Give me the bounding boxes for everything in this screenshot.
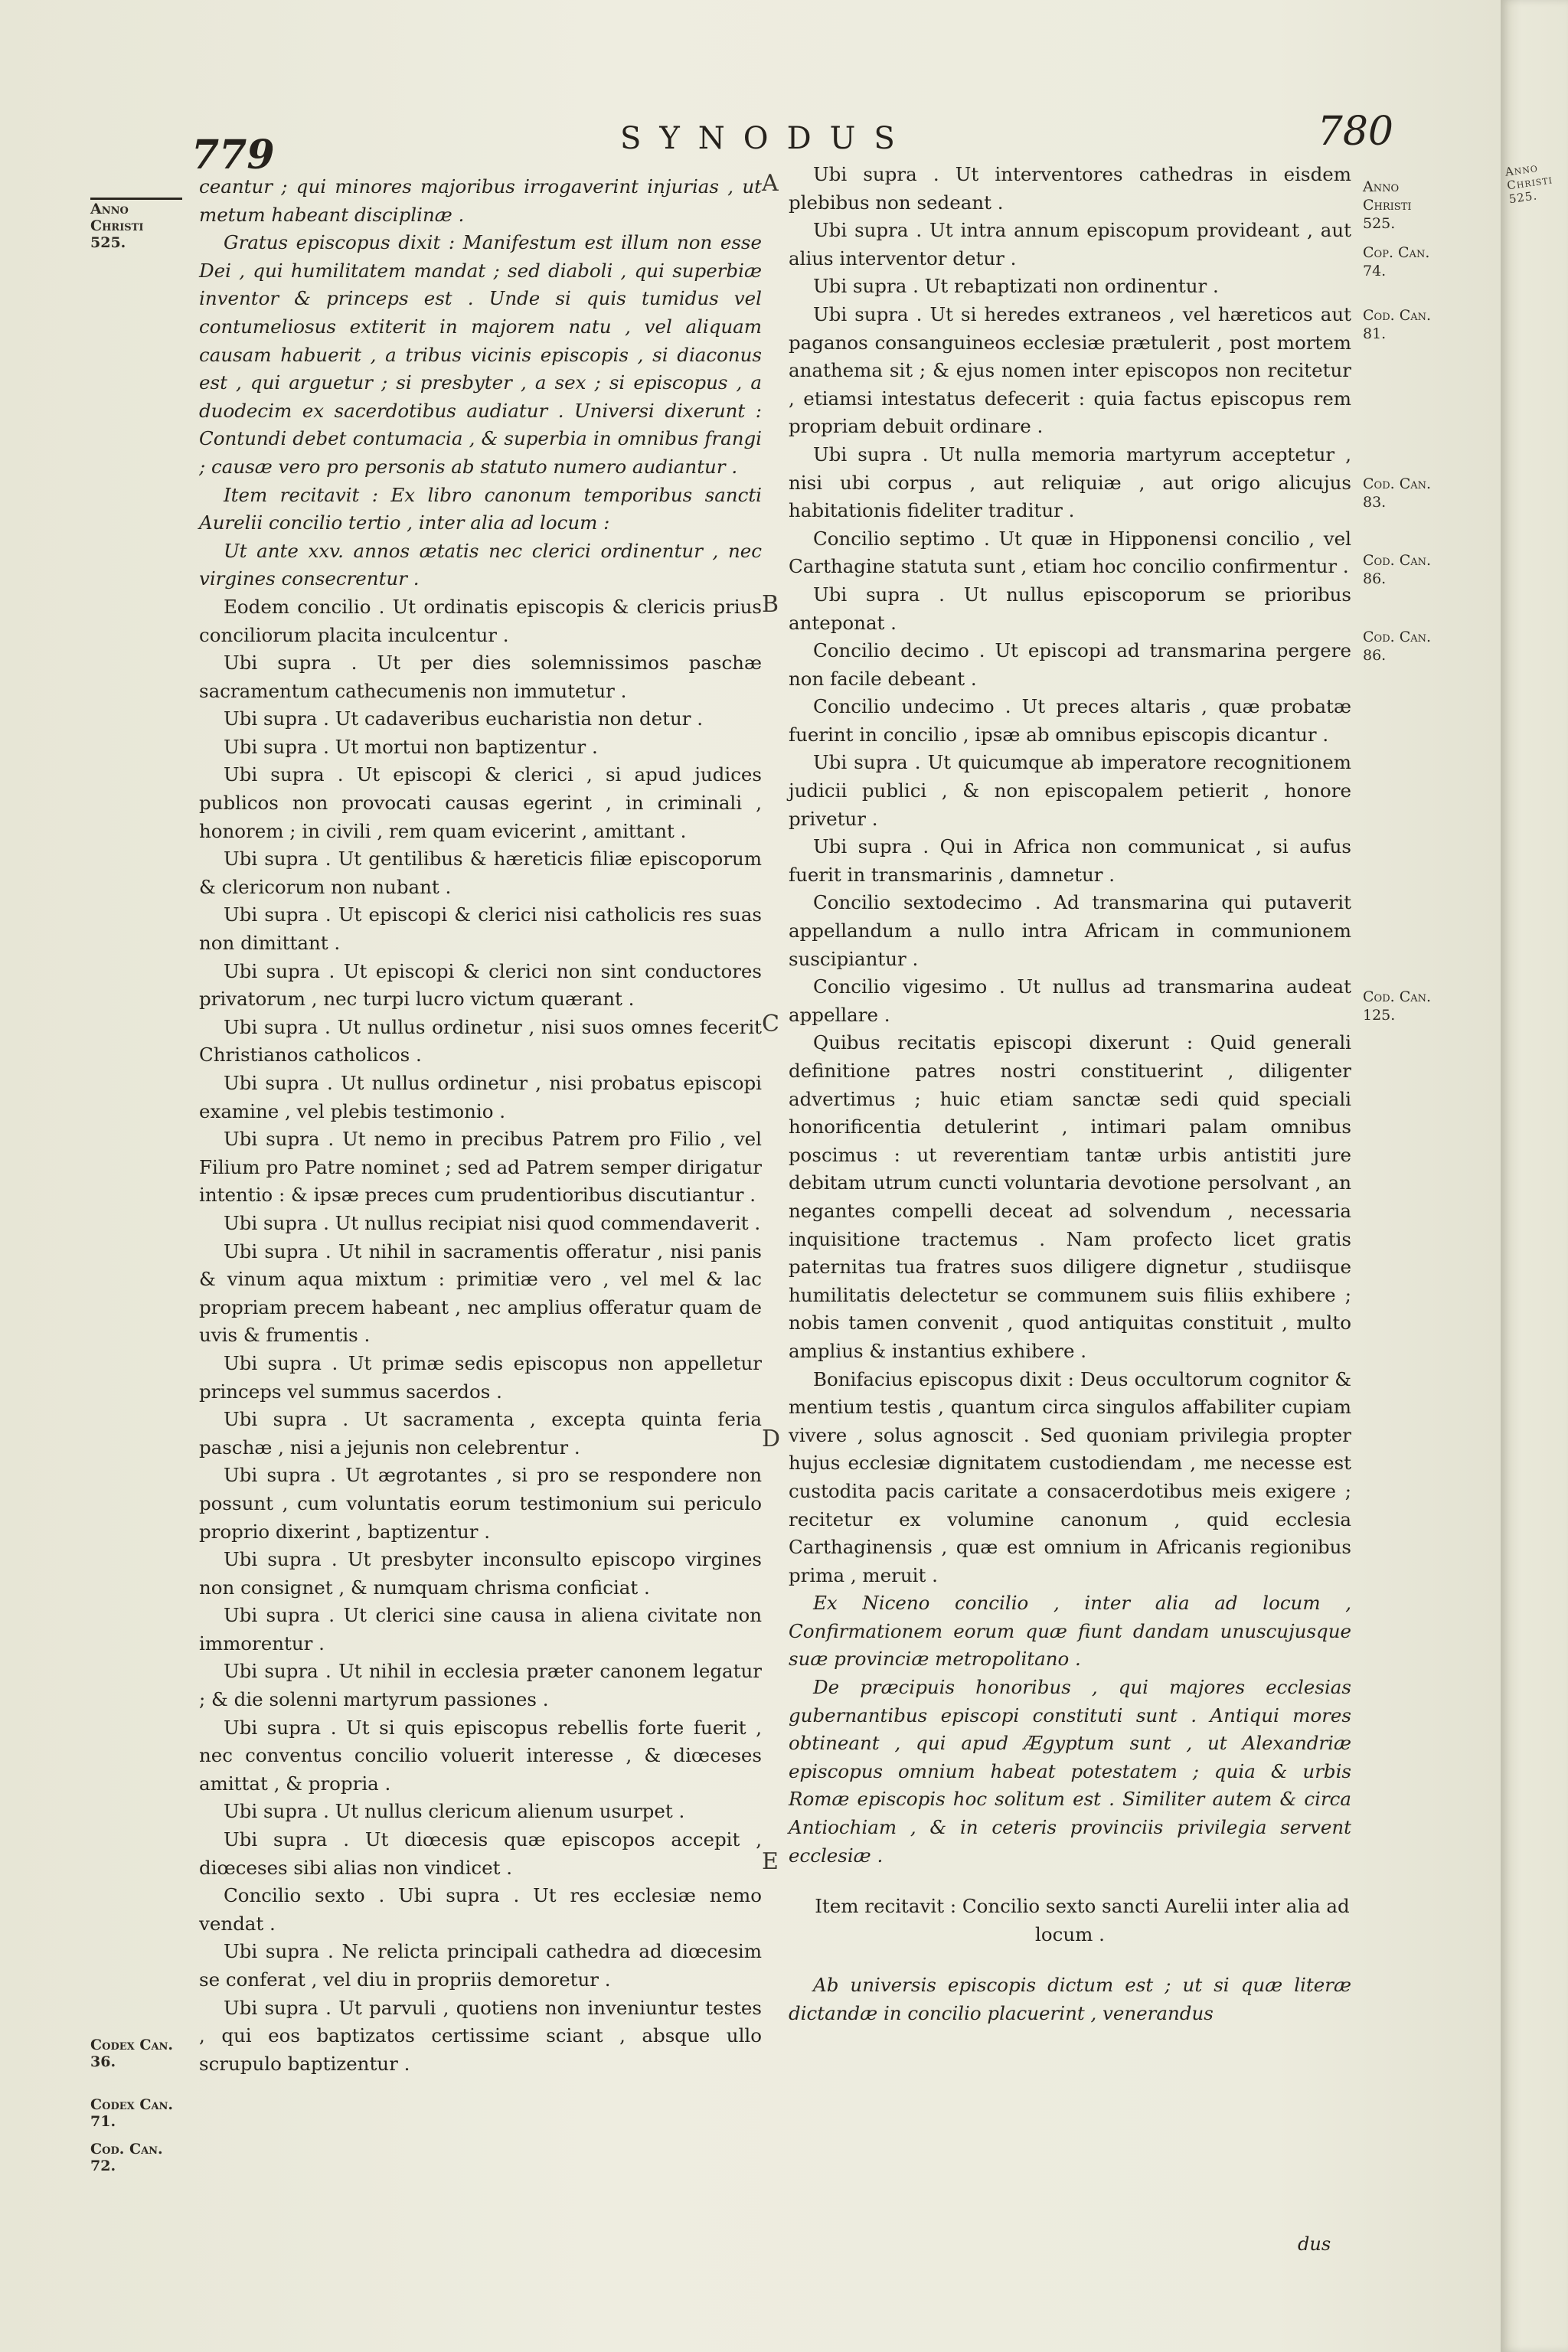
next-page-edge — [1501, 0, 1568, 2352]
paragraph: Ubi supra . Ut parvuli , quotiens non inveniuntur testes , qui eos baptizatos certissime sciant , absque ullo scrupulo baptizentur . — [199, 1996, 762, 2075]
paragraph: Ubi supra . Ut nullus ordinetur , nisi suos omnes fecerit Christianos catholicos . — [199, 1015, 762, 1067]
section-letter-b: B — [762, 591, 779, 618]
section-letter-a: A — [762, 170, 779, 197]
margin-note: Cod. Can. 81. — [1363, 307, 1432, 342]
margin-note: Cod. Can. 83. — [1363, 475, 1432, 511]
page-number-right: 780 — [1317, 109, 1393, 155]
paragraph: Ubi supra . Ut si quis episcopus rebellis forte fuerit , nec conventus concilio voluerit interesse , & diœceses amittat , & propria . — [199, 1716, 762, 1795]
paragraph: Ubi supra . Ut primæ sedis episcopus non appelletur princeps vel summus sacerdos . — [199, 1351, 762, 1403]
paragraph: Ubi supra . Ut nemo in precibus Patrem pro Filio , vel Filium pro Patre nominet ; sed ad Patrem semper dirigatur intentio : & ipsæ preces cum prudentioribus discutiantur . — [199, 1128, 762, 1207]
paragraph: Ex Niceno concilio , inter alia ad locum , Confirmationem eorum quæ fiunt dandam unuscujusque suæ provinciæ metropolitano . — [789, 1592, 1351, 1671]
paragraph: Ubi supra . Ut ægrotantes , si pro se respondere non possunt , cum voluntatis eorum testimonium sui periculo proprio dixerint , baptizentur . — [199, 1464, 762, 1543]
paragraph: Ubi supra . Qui in Africa non communicat , si aufus fuerit in transmarinis , damnetur . — [789, 835, 1351, 886]
paragraph: Ubi supra . Ut rebaptizati non ordinentur . — [813, 275, 1219, 298]
margin-note: Cod. Can. 86. — [1363, 552, 1432, 587]
section-letter-d: D — [762, 1426, 781, 1452]
paragraph: Ubi supra . Ne relicta principali cathedra ad diœcesim se conferat , vel diu in propriis demoretur . — [199, 1940, 762, 1991]
paragraph: Concilio decimo . Ut episcopi ad transmarina pergere non facile debeant . — [789, 639, 1351, 690]
paragraph: Ubi supra . Ut per dies solemnissimos paschæ sacramentum cathecumenis non immutetur . — [199, 652, 762, 702]
paragraph: Ubi supra . Ut cadaveribus eucharistia non detur . — [224, 707, 704, 730]
next-page-margin-note: Anno Christi 525. — [1504, 160, 1553, 207]
anno-label: Anno — [90, 201, 129, 217]
margin-note: Cop. Can. 74. — [1363, 244, 1430, 279]
paragraph: Concilio vigesimo . Ut nullus ad transmarina audeat appellare . — [789, 975, 1351, 1026]
paragraph: Ubi supra . Ut nihil in ecclesia præter canonem legatur ; & die solenni martyrum passiones . — [199, 1660, 762, 1711]
paragraph: Concilio septimo . Ut quæ in Hipponensi concilio , vel Carthagine statuta sunt , etiam hoc concilio confirmentur . — [789, 527, 1351, 578]
margin-note: Cod. Can. 86. — [1363, 629, 1432, 664]
margin-note: Codex Can. 71. — [90, 2096, 174, 2130]
margin-note: Cod. Can. 125. — [1363, 988, 1432, 1024]
paragraph: Ubi supra . Ut diœcesis quæ episcopos accepit , diœceses sibi alias non vindicet . — [199, 1828, 762, 1879]
margin-note: Cod. Can. 72. — [90, 2141, 163, 2174]
paragraph: Ubi supra . Ut nullus ordinetur , nisi probatus episcopi examine , vel plebis testimonio . — [199, 1072, 762, 1122]
paragraph: Ubi supra . Ut nullus episcoporum se prioribus anteponat . — [789, 583, 1351, 634]
paragraph: Ubi supra . Ut interventores cathedras in eisdem plebibus non sedeant . — [789, 163, 1351, 214]
paragraph: Concilio sexto . Ubi supra . Ut res ecclesiæ nemo vendat . — [199, 1884, 762, 1935]
paragraph: Gratus episcopus dixit : Manifestum est illum non esse Dei , qui humilitatem mandat ; sed diaboli , qui superbiæ inventor & princeps est . Unde si quis tumidus vel contumeliosus extiterit in majorem natu , vel aliquam causam habuerit , a tribus vicinis episcopis , si diaconus est , qui arguetur ; si presbyter , a sex ; si episcopus , a duodecim ex sacerdotibus audiatur . Universi dixerunt : Contundi debet contumacia , & superbia in omnibus frangi ; causæ vero pro personis ab statuto numero audiantur . — [199, 231, 762, 478]
paragraph: Ubi supra . Ut episcopi & clerici , si apud judices publicos non provocati causas egerint , in criminali , honorem ; in civili , rem quam evicerint , amittant . — [199, 763, 762, 842]
paragraph: De præcipuis honoribus , qui majores ecclesias gubernantibus episcopi constituti sunt . Antiqui mores obtineant , qui apud Ægyptum sunt , ut Alexandriæ episcopus omnium habeat potestatem ; quia & urbis Romæ episcopis hoc solitum est . Similiter autem & circa Antiochiam , & in ceteris provinciis privilegia servent ecclesiæ . — [789, 1676, 1351, 1867]
left-text-column — [199, 173, 762, 2078]
running-title: SYNODUS — [620, 121, 913, 156]
paragraph: Ubi supra . Ut nulla memoria martyrum acceptetur , nisi ubi corpus , aut reliquiæ , aut origo alicujus habitationis fideliter traditur . — [789, 443, 1351, 522]
paragraph: Ab universis episcopis dictum est ; ut si quæ literæ dictandæ in concilio placuerint , venerandus — [789, 1974, 1351, 2024]
paragraph: Ubi supra . Ut nullus clericum alienum usurpet . — [224, 1800, 685, 1823]
paragraph: Item recitavit : Ex libro canonum temporibus sancti Aurelii concilio tertio , inter alia ad locum : — [199, 483, 762, 534]
paragraph: Ubi supra . Ut sacramenta , excepta quinta feria paschæ , nisi a jejunis non celebrentur . — [199, 1408, 762, 1459]
paragraph: Quibus recitatis episcopi dixerunt : Quid generali definitione patres nostri constituerint , diligenter advertimus ; huic etiam sanctæ sedi quid speciali honorificentia detulerint , intimari palam omnibus poscimus : ut reverentiam tantæ urbis antistiti jure debitam utrum cuncti voluntaria devotione persolvant , an negantes compelli deceat ad solvendum , necessaria inquisitione tractemus . Nam profecto licet gratis paternitas tua fratres suos diligere dignetur , studiisque humilitatis delectetur se communem suis filiis exhibere ; nobis tamen convenit , quod antiquitas constituit , multo amplius & instantius exhibere . — [789, 1031, 1351, 1362]
paragraph: Eodem concilio . Ut ordinatis episcopis & clericis prius conciliorum placita inculcentur . — [199, 595, 762, 646]
paragraph: Ubi supra . Ut clerici sine causa in aliena civitate non immorentur . — [199, 1604, 762, 1655]
margin-anno-right — [1363, 178, 1412, 233]
paragraph: Ubi supra . Ut mortui non baptizentur . — [224, 735, 598, 758]
paragraph: Ubi supra . Ut quicumque ab imperatore recognitionem judicii publici , & non episcopalem petierit , honore privetur . — [789, 751, 1351, 830]
paragraph: Concilio sextodecimo . Ad transmarina qui putaverit appellandum a nullo intra Africam in communionem suscipiantur . — [789, 891, 1351, 970]
paragraph: ceantur ; qui minores majoribus irrogaverint injurias , ut metum habeant disciplinæ . — [199, 175, 762, 226]
paragraph: Bonifacius episcopus dixit : Deus occultorum cognitor & mentium testis , quantum circa singulos affabiliter cupiam vivere , solus agnoscit . Sed quoniam privilegia propter hujus ecclesiæ dignitatem custodiendam , me necesse est custodita pacis caritate a consacerdotibus meis exigere ; recitetur ex volumine canonum , quid ecclesia Carthaginensis , quæ est omnium in Africanis regionibus prima , meruit . — [789, 1367, 1351, 1586]
section-letter-c: C — [762, 1011, 779, 1037]
margin-note: Codex Can. 36. — [90, 2037, 174, 2070]
anno-label: Anno — [1363, 178, 1400, 195]
paragraph: Ubi supra . Ut nihil in sacramentis offeratur , nisi panis & vinum aqua mixtum : primitiæ vero , vel mel & lac propriam precem habeant , nec amplius offeratur quam de uvis & frumentis . — [199, 1240, 762, 1347]
christi-label: Christi — [1363, 197, 1412, 214]
christi-label: Christi — [90, 217, 144, 234]
right-text-column — [789, 161, 1351, 2028]
margin-rule — [90, 198, 182, 200]
paragraph: Ubi supra . Ut gentilibus & hæreticis filiæ episcoporum & clericorum non nubant . — [199, 848, 762, 898]
catchword: dus — [1298, 2233, 1331, 2255]
section-letter-e: E — [762, 1848, 779, 1875]
margin-anno-left — [90, 201, 143, 251]
page-number-left: 779 — [191, 132, 275, 178]
paragraph: Ubi supra . Ut nullus recipiat nisi quod commendaverit . — [224, 1211, 761, 1234]
paragraph: Ubi supra . Ut intra annum episcopum provideant , aut alius interventor detur . — [789, 219, 1351, 270]
year-label: 525. — [1363, 215, 1396, 232]
paragraph: Ubi supra . Ut si heredes extraneos , vel hæreticos aut paganos consanguineos ecclesiæ prætulerit , post mortem anathema sit ; & ejus nomen inter episcopos non recitetur , etiamsi intestatus defecerit : quia factus episcopus rem propriam debuit ordinare . — [789, 302, 1351, 438]
paragraph: Ubi supra . Ut episcopi & clerici nisi catholicis res suas non dimittant . — [199, 903, 762, 955]
year-label: 525. — [90, 234, 126, 251]
paragraph: Ut ante xxv. annos ætatis nec clerici ordinentur , nec virgines consecrentur . — [199, 539, 762, 590]
paragraph: Concilio undecimo . Ut preces altaris , quæ probatæ fuerint in concilio , ipsæ ab omnibus episcopis dicantur . — [789, 695, 1351, 746]
paragraph: Ubi supra . Ut episcopi & clerici non sint conductores privatorum , nec turpi lucro victum quærant . — [199, 959, 762, 1011]
paragraph: Ubi supra . Ut presbyter inconsulto episcopo virgines non consignet , & numquam chrisma conficiat . — [199, 1548, 762, 1599]
paragraph: Item recitavit : Concilio sexto sancti Aurelii inter alia ad locum . — [815, 1895, 1350, 1945]
